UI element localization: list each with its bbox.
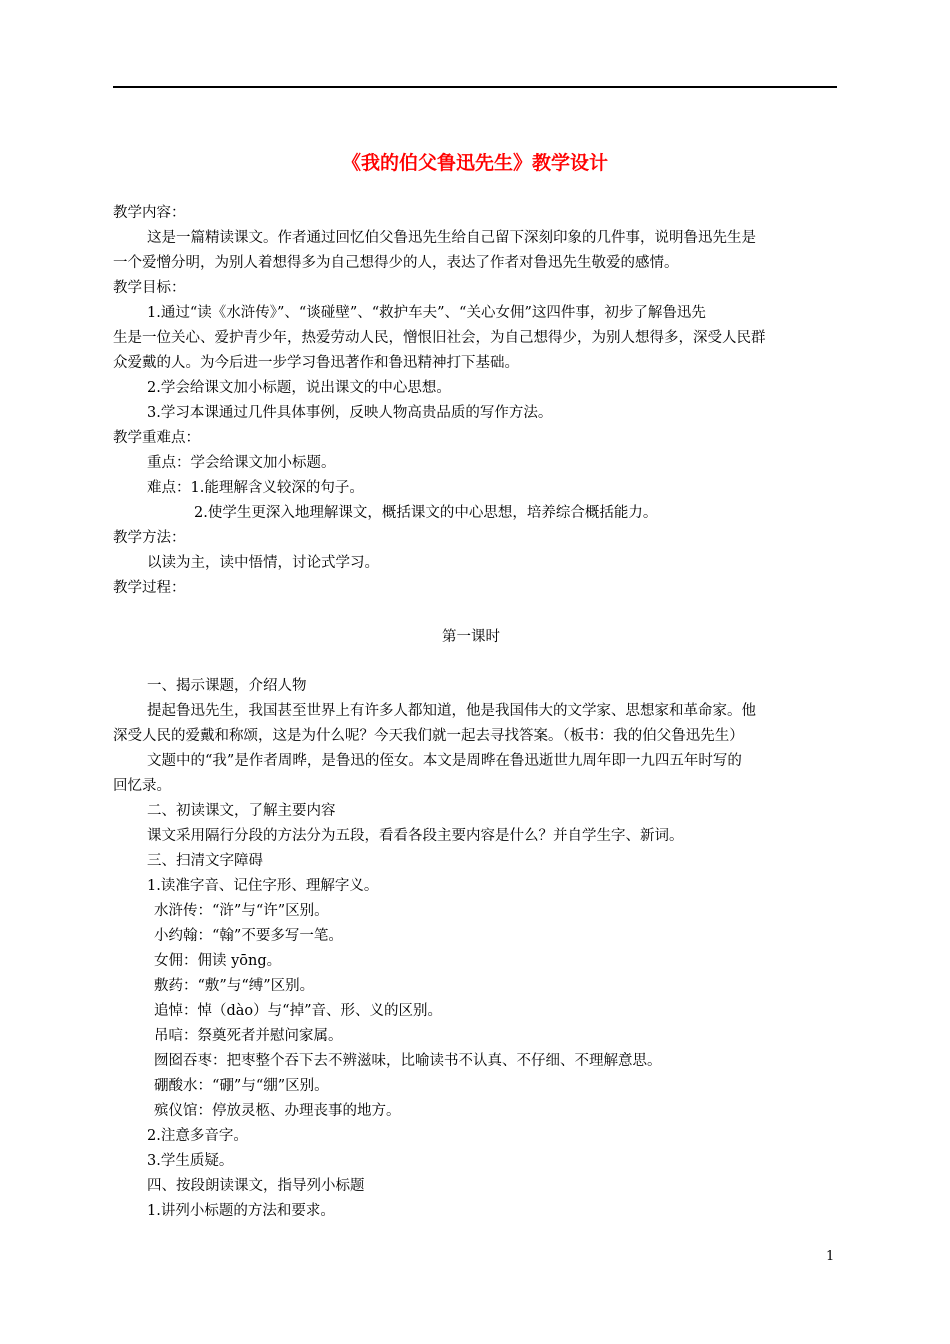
list-item: 难点：1.能理解含义较深的句子。 (147, 480, 364, 496)
paragraph-line: 生是一位关心、爱护青少年，热爱劳动人民，憎恨旧社会，为自己想得少，为别人想得多，深受人民群 (113, 330, 766, 346)
paragraph-line: 这是一篇精读课文。作者通过回忆伯父鲁迅先生给自己留下深刻印象的几件事，说明鲁迅先生是 (147, 230, 756, 246)
step-heading: 二、初读课文，了解主要内容 (147, 803, 336, 819)
list-item: 1.读准字音、记住字形、理解字义。 (147, 878, 379, 894)
step-heading: 三、扫清文字障碍 (147, 853, 263, 869)
section-heading-methods: 教学方法： (113, 530, 186, 546)
vocab-item: 女佣：佣读 yōng。 (154, 953, 282, 969)
section-heading-objectives: 教学目标： (113, 280, 186, 296)
vocab-item: 囫囵吞枣：把枣整个吞下去不辨滋味，比喻读书不认真、不仔细、不理解意思。 (154, 1053, 662, 1069)
paragraph-line: 一个爱憎分明，为别人着想得多为自己想得少的人，表达了作者对鲁迅先生敬爱的感情。 (113, 255, 679, 271)
lesson-heading: 第一课时 (442, 629, 500, 645)
paragraph-line: 回忆录。 (113, 778, 171, 794)
section-heading-key-points: 教学重难点： (113, 430, 200, 446)
section-heading-content: 教学内容： (113, 205, 186, 221)
document-title: 《我的伯父鲁迅先生》教学设计 (341, 152, 608, 174)
list-item: 重点：学会给课文加小标题。 (147, 455, 336, 471)
vocab-item: 吊唁：祭奠死者并慰问家属。 (154, 1028, 343, 1044)
list-item: 3.学习本课通过几件具体事例，反映人物高贵品质的写作方法。 (147, 405, 553, 421)
step-heading: 四、按段朗读课文，指导列小标题 (147, 1178, 365, 1194)
list-item: 2.使学生更深入地理解课文，概括课文的中心思想，培养综合概括能力。 (194, 505, 658, 521)
paragraph-line: 众爱戴的人。为今后进一步学习鲁迅著作和鲁迅精神打下基础。 (113, 355, 519, 371)
paragraph-line: 课文采用隔行分段的方法分为五段，看看各段主要内容是什么？并自学生字、新词。 (147, 828, 684, 844)
vocab-item: 水浒传：“浒”与“许”区别。 (154, 903, 329, 919)
vocab-item: 小约翰：“翰”不要多写一笔。 (154, 928, 343, 944)
vocab-item: 殡仪馆：停放灵柩、办理丧事的地方。 (154, 1103, 401, 1119)
paragraph-line: 提起鲁迅先生，我国甚至世界上有许多人都知道，他是我国伟大的文学家、思想家和革命家。他 (147, 703, 756, 719)
paragraph-line: 文题中的“我”是作者周晔，是鲁迅的侄女。本文是周晔在鲁迅逝世九周年即一九四五年时写的 (147, 753, 742, 769)
page-number: 1 (826, 1249, 835, 1264)
vocab-item: 硼酸水：“硼”与“绷”区别。 (154, 1078, 329, 1094)
list-item: 2.学会给课文加小标题，说出课文的中心思想。 (147, 380, 451, 396)
paragraph-line: 深受人民的爱戴和称颂，这是为什么呢？今天我们就一起去寻找答案。（板书：我的伯父鲁迅先生） (113, 728, 744, 744)
vocab-item: 追悼：悼（dào）与“掉”音、形、义的区别。 (154, 1003, 442, 1019)
section-heading-process: 教学过程： (113, 580, 186, 596)
list-item: 3.学生质疑。 (147, 1153, 234, 1169)
paragraph-line: 1.通过“读《水浒传》”、“谈碰壁”、“救护车夫”、“关心女佣”这四件事，初步了解鲁迅先 (147, 305, 706, 321)
list-item: 2.注意多音字。 (147, 1128, 248, 1144)
paragraph-line: 以读为主，读中悟情，讨论式学习。 (147, 555, 379, 571)
step-heading: 一、揭示课题，介绍人物 (147, 678, 307, 694)
list-item: 1.讲列小标题的方法和要求。 (147, 1203, 335, 1219)
header-rule (113, 86, 837, 88)
vocab-item: 敷药：“敷”与“缚”区别。 (154, 978, 315, 994)
